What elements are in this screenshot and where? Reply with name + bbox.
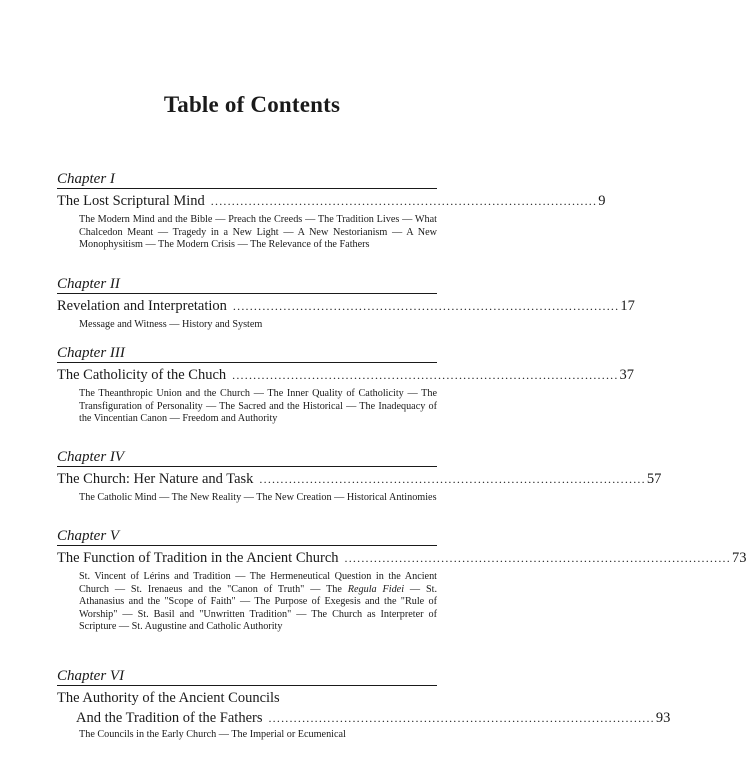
chapter-title-row[interactable] xyxy=(57,688,437,708)
chapter-5 xyxy=(57,527,746,634)
chapter-title-row[interactable] xyxy=(57,365,635,385)
leader-dots: ............................................................................................ xyxy=(268,711,655,725)
page-number: 93 xyxy=(655,710,671,726)
leader-dots: ............................................................................................ xyxy=(259,472,646,486)
chapter-title: The Church: Her Nature and Task xyxy=(57,471,254,487)
chapter-title: The Lost Scriptural Mind xyxy=(57,193,205,209)
chapter-label: Chapter IV xyxy=(57,448,437,467)
chapter-label: Chapter VI xyxy=(57,667,437,686)
chapter-title: Revelation and Interpretation xyxy=(57,298,227,314)
chapter-title-continued: And the Tradition of the Fathers xyxy=(76,710,263,726)
chapter-title-row[interactable] xyxy=(57,548,746,568)
chapter-label: Chapter I xyxy=(57,170,437,189)
leader-dots: ............................................................................................ xyxy=(232,299,620,313)
page-number: 17 xyxy=(620,298,635,314)
chapter-label: Chapter III xyxy=(57,344,437,363)
chapter-title-row[interactable] xyxy=(57,296,635,316)
chapter-title: The Authority of the Ancient Councils xyxy=(57,690,280,706)
chapter-title: The Catholicity of the Chuch xyxy=(57,367,227,383)
chapter-1 xyxy=(57,170,606,252)
page-number: 57 xyxy=(646,471,662,487)
leader-dots: ............................................................................................ xyxy=(344,551,731,565)
leader-dots: ............................................................................................ xyxy=(210,194,598,208)
chapter-title-row[interactable] xyxy=(57,191,606,211)
description-italic: Regula Fidei xyxy=(347,583,405,595)
description-text: — St. Athanasius and the "Scope of Faith" — The Purpose of Exegesis and the "Rule of Worship" — St. Basil and "Unwritten Tradition" — The Church as Interpreter of Scripture — St. Augustine and Catholic Authority xyxy=(79,583,438,633)
chapter-title-row[interactable] xyxy=(57,469,662,489)
chapter-description xyxy=(79,571,437,634)
chapter-label: Chapter II xyxy=(57,275,437,294)
chapter-description: The Catholic Mind — The New Reality — The New Creation — Historical Antinomies xyxy=(79,492,437,503)
chapter-title: The Function of Tradition in the Ancient Church xyxy=(57,550,339,566)
chapter-description: The Theanthropic Union and the Church — The Inner Quality of Catholicity — The Transfiguration of Personality — The Sacred and the Historical — The Inadequacy of the Vincentian Canon — Freedom and Authority xyxy=(79,388,437,425)
page-number: 73 xyxy=(731,550,746,566)
page-number: 9 xyxy=(598,193,606,209)
chapter-label: Chapter V xyxy=(57,527,437,546)
description-text: St. Vincent of Lérins and Tradition — The Hermeneutical Question in the Ancient Church — St. Irenaeus and the "Canon of Truth" — The xyxy=(79,571,437,595)
chapter-3 xyxy=(57,344,635,426)
chapter-description: The Councils in the Early Church — The Imperial or Ecumenical xyxy=(79,729,346,740)
leader-dots: ............................................................................................ xyxy=(232,368,619,382)
chapter-2 xyxy=(57,275,635,332)
page-number: 37 xyxy=(619,367,635,383)
chapter-4 xyxy=(57,448,662,505)
chapter-6 xyxy=(57,667,671,742)
chapter-description: Message and Witness — History and System xyxy=(79,319,263,330)
page-title: Table of Contents xyxy=(163,92,341,117)
chapter-title-row-2[interactable] xyxy=(57,708,671,728)
chapter-description: The Modern Mind and the Bible — Preach the Creeds — The Tradition Lives — What Chalcedon Meant — Tragedy in a New Light — A New Nestorianism — A New Monophysitism — The Modern Crisis — The Relevance of the Fathers xyxy=(79,214,437,251)
